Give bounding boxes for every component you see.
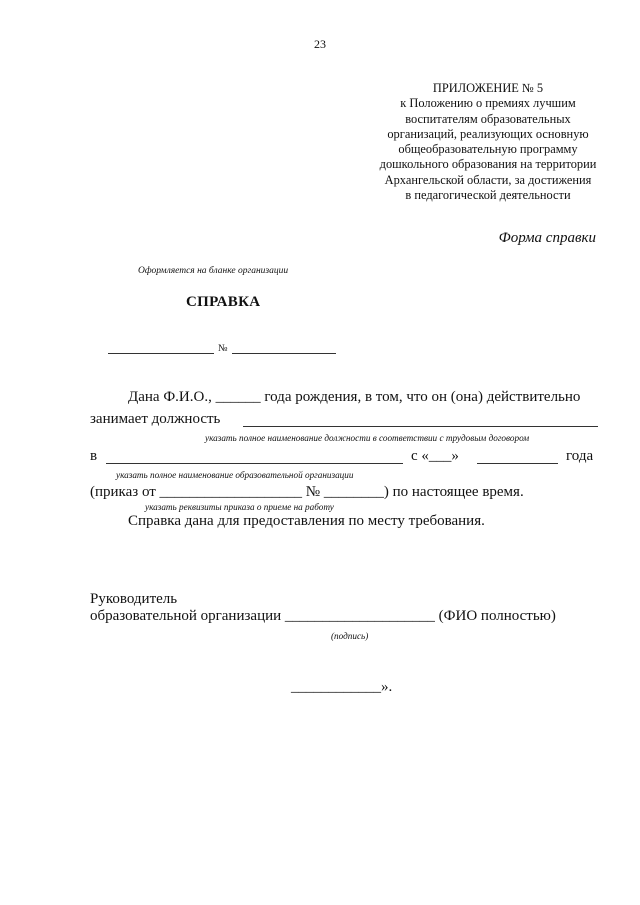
appendix-line: в педагогической деятельности [405,188,571,203]
signature-title: Руководитель [90,591,178,607]
appendix-line: ПРИЛОЖЕНИЕ № 5 [432,81,544,95]
closing-line: ____________». [291,679,393,695]
appendix-header [358,81,618,203]
form-label: Форма справки [498,230,596,246]
body-line-1: Дана Ф.И.О., ______ года рождения, в том, что он (она) действительно [128,389,581,405]
document-title: СПРАВКА [186,294,261,310]
body-line-2 [90,411,220,428]
signature-line: образовательной организации ____________________ (ФИО полностью) [90,608,556,624]
body-line-3-mid: с «___» [411,448,459,464]
body-line-5: Справка дана для предоставления по месту требования. [128,513,485,529]
appendix-line: воспитателям образовательных [405,111,571,126]
body-line-4: (приказ от ___________________ № ________) по настоящее время. [90,484,524,500]
note-order: указать реквизиты приказа о приеме на работу [145,502,334,512]
position-blank [243,411,598,427]
position-label: занимает должность [90,411,221,427]
note-position: указать полное наименование должности в соответствии с трудовым договором [205,433,530,443]
note-signature: (подпись) [331,631,369,641]
body-line-3-suffix: года [566,448,594,464]
page-number: 23 [314,37,326,51]
appendix-line: к Положению о премиях лучшим [400,96,576,111]
date-number-line [108,342,336,354]
note-organization: указать полное наименование образовательной организации [116,470,354,480]
appendix-line: организаций, реализующих основную [387,126,589,141]
blank-note: Оформляется на бланке организации [138,266,289,276]
appendix-line: общеобразовательную программу [398,142,578,157]
number-sign: № [218,343,228,354]
date-blank [108,342,214,354]
appendix-line: дошкольного образования на территории [379,157,597,172]
appendix-line: Архангельской области, за достижения [384,172,592,187]
date-blank [477,448,558,464]
organization-blank [106,448,403,464]
number-blank [232,342,336,354]
body-line-3-prefix: в [90,448,98,464]
